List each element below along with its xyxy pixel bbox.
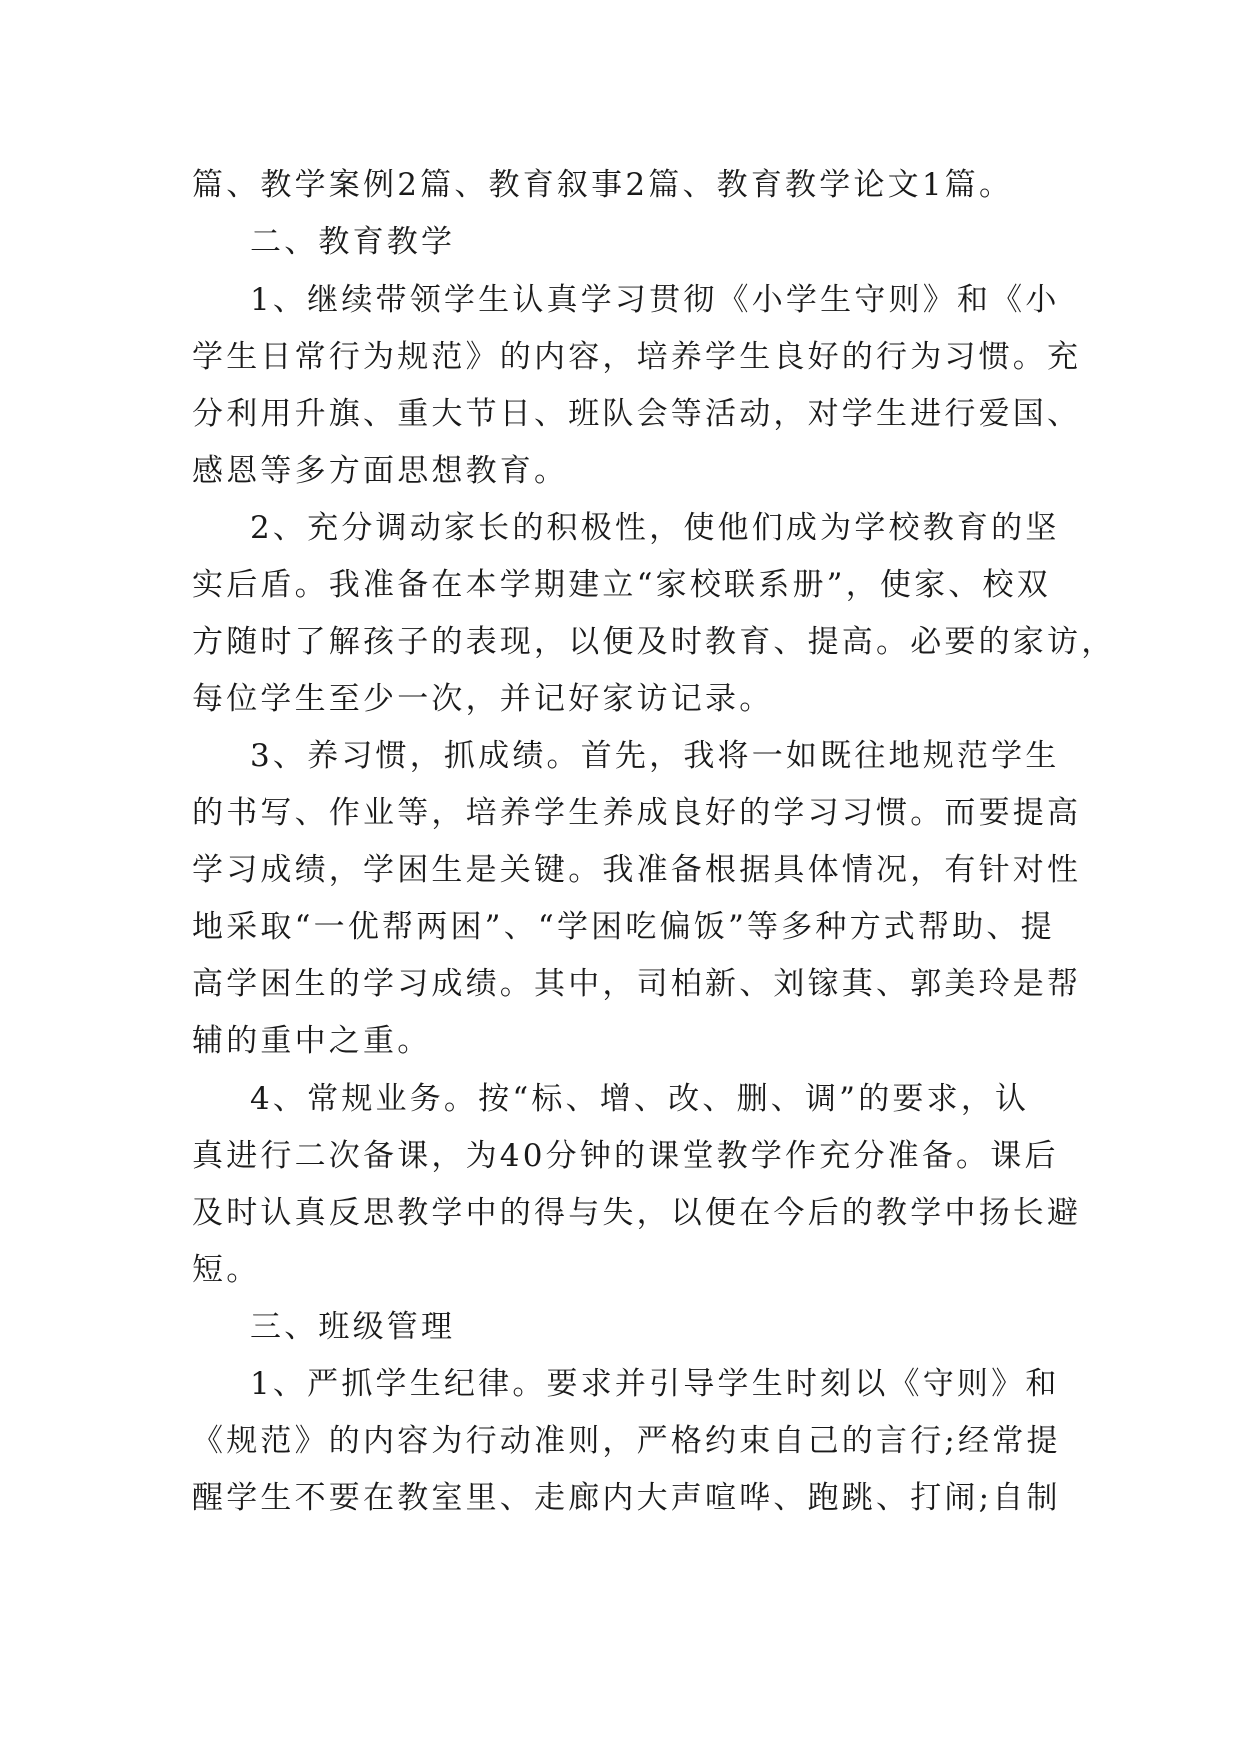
text-line: 的书写、作业等，培养学生养成良好的学习习惯。而要提高: [192, 795, 1082, 831]
text-line: 学生日常行为规范》的内容，培养学生良好的行为习惯。充: [192, 339, 1082, 375]
text-line: 学习成绩，学困生是关键。我准备根据具体情况，有针对性: [192, 852, 1082, 888]
text-line: 分利用升旗、重大节日、班队会等活动，对学生进行爱国、: [192, 396, 1082, 432]
text-line: 短。: [192, 1252, 261, 1288]
section-heading-class-management: 三、班级管理: [250, 1309, 456, 1345]
text-line: 篇、教学案例2篇、教育叙事2篇、教育教学论文1篇。: [192, 167, 1014, 203]
text-line: 方随时了解孩子的表现，以便及时教育、提高。必要的家访，: [192, 624, 1116, 660]
text-line: 真进行二次备课，为40分钟的课堂教学作充分准备。课后: [192, 1138, 1059, 1174]
text-line: 及时认真反思教学中的得与失，以便在今后的教学中扬长避: [192, 1195, 1082, 1231]
text-line: 辅的重中之重。: [192, 1023, 432, 1059]
text-line: 1、严抓学生纪律。要求并引导学生时刻以《守则》和: [250, 1366, 1060, 1402]
text-line: 《规范》的内容为行动准则，严格约束自己的言行;经常提: [192, 1423, 1061, 1459]
text-line: 3、养习惯，抓成绩。首先，我将一如既往地规范学生: [250, 738, 1060, 774]
text-line: 每位学生至少一次，并记好家访记录。: [192, 681, 774, 717]
text-line: 2、充分调动家长的积极性，使他们成为学校教育的坚: [250, 510, 1060, 546]
text-line: 感恩等多方面思想教育。: [192, 453, 569, 489]
text-line: 醒学生不要在教室里、走廊内大声喧哗、跑跳、打闹;自制: [192, 1480, 1061, 1516]
text-line: 1、继续带领学生认真学习贯彻《小学生守则》和《小: [250, 282, 1060, 318]
text-line: 地采取“一优帮两困”、“学困吃偏饭”等多种方式帮助、提: [192, 909, 1055, 945]
text-line: 高学困生的学习成绩。其中，司柏新、刘镓萁、郭美玲是帮: [192, 966, 1082, 1002]
text-line: 实后盾。我准备在本学期建立“家校联系册”，使家、校双: [192, 567, 1051, 603]
text-line: 4、常规业务。按“标、增、改、删、调”的要求，认: [250, 1081, 1030, 1117]
section-heading-teaching: 二、教育教学: [250, 224, 456, 260]
